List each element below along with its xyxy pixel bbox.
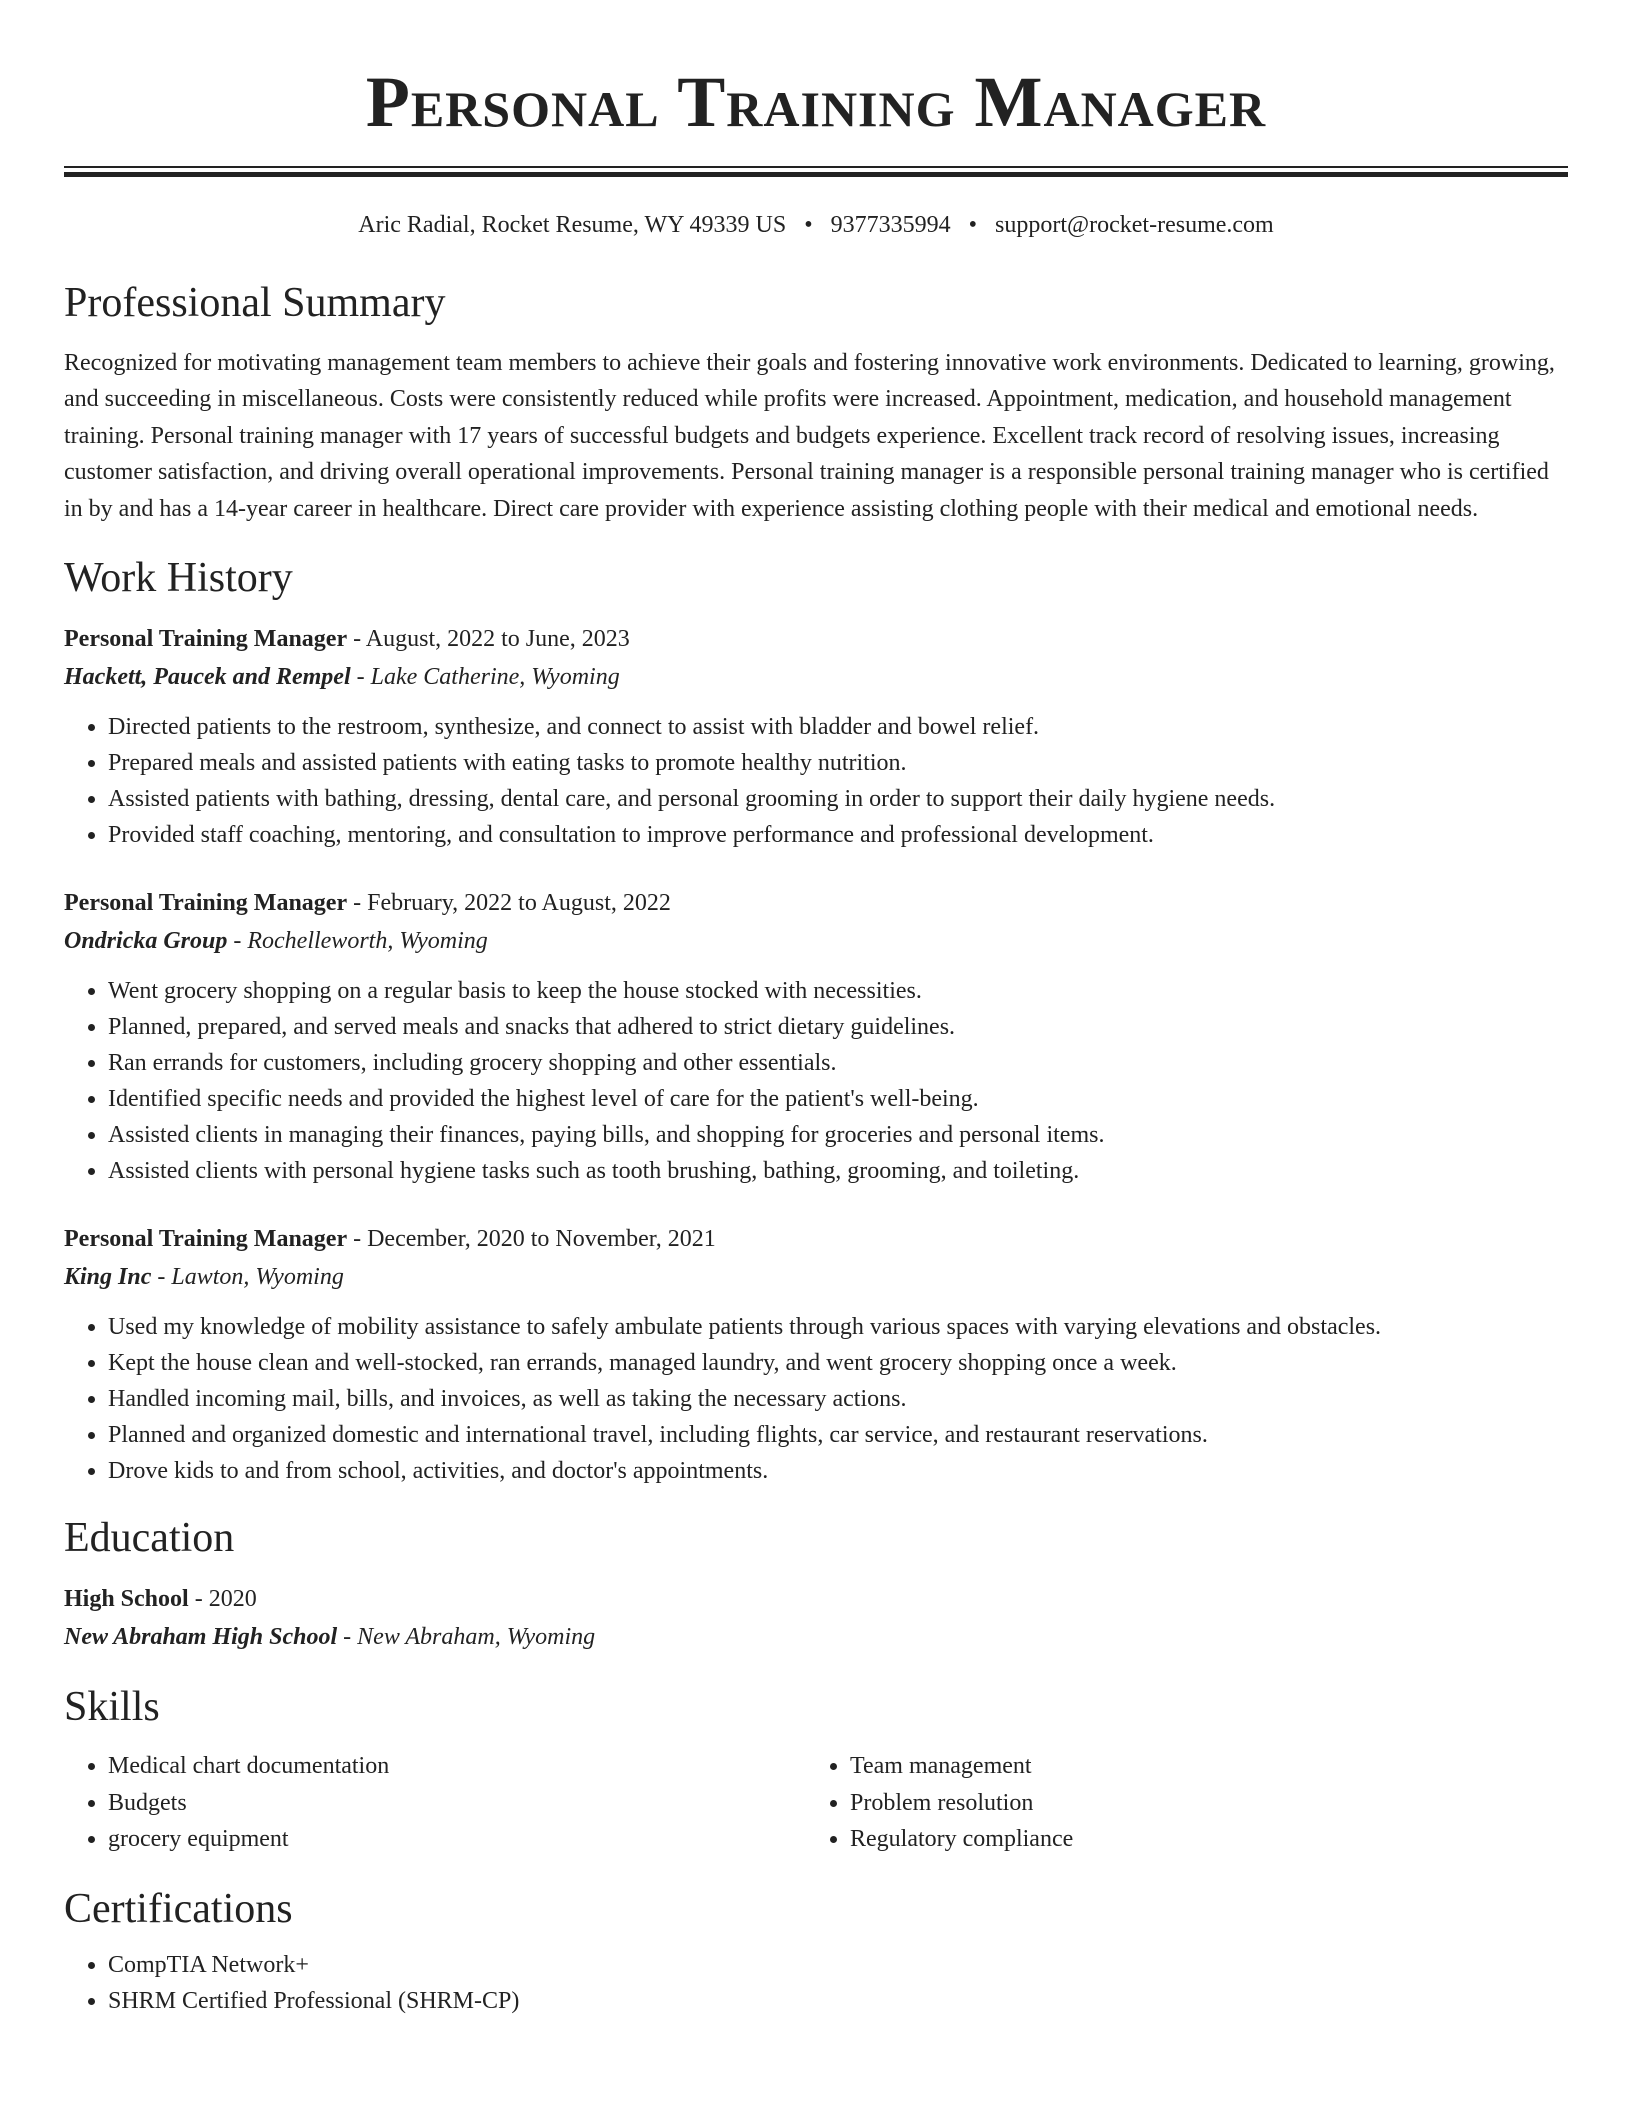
certification-item: • SHRM Certified Professional (SHRM-CP) <box>108 1983 1568 2019</box>
list-item: • Provided staff coaching, mentoring, and consultation to improve performance and professional development. <box>108 817 1568 853</box>
title-divider <box>64 166 1568 177</box>
job-duties-list <box>64 709 1568 853</box>
list-item: • Prepared meals and assisted patients with eating tasks to promote healthy nutrition. <box>108 745 1568 781</box>
section-heading-skills: Skills <box>64 1684 160 1731</box>
job-title: Personal Training Manager <box>64 1226 348 1253</box>
school-line <box>64 1618 1568 1656</box>
list-item: • Assisted patients with bathing, dressing, dental care, and personal grooming in order to support their daily hygiene needs. <box>108 781 1568 817</box>
skills-column-left <box>64 1748 806 1858</box>
list-item: • Used my knowledge of mobility assistance to safely ambulate patients through various spaces with varying elevations and obstacles. <box>108 1309 1568 1345</box>
section-heading-education: Education <box>64 1515 235 1562</box>
section-heading-summary: Professional Summary <box>64 280 446 326</box>
job-duties-list <box>64 1309 1568 1489</box>
resume-title: Personal Training Manager <box>365 62 1267 142</box>
job-title-line <box>64 884 1568 922</box>
school-name: New Abraham High School <box>64 1624 338 1651</box>
education-entry <box>64 1580 1568 1656</box>
list-item: • Planned and organized domestic and international travel, including flights, car service, and restaurant reservations. <box>108 1417 1568 1453</box>
employer-name: Ondricka Group <box>64 928 228 955</box>
list-item: • Identified specific needs and provided the highest level of care for the patient's well-being. <box>108 1081 1568 1117</box>
employer-line <box>64 922 1568 960</box>
skill-item: • Medical chart documentation <box>108 1748 806 1785</box>
skills-column-right <box>806 1748 1548 1858</box>
summary-text: Recognized for motivating management team members to achieve their goals and fostering innovative work environments. Dedicated to learning, growing, and succeeding in miscellaneous. Costs were consistently reduced while profits were increased. Appointment, medication, and household management training. Personal training manager with 17 years of successful budgets and budgets experience. Excellent track record of resolving issues, increasing customer satisfaction, and driving overall operational improvements. Personal training manager is a responsible personal training manager who is certified in by and has a 14-year career in healthcare. Direct care provider with experience assisting clothing people with their medical and emotional needs. <box>64 350 1555 522</box>
job-title: Personal Training Manager <box>64 626 348 653</box>
contact-line <box>64 210 1568 240</box>
job-title-line <box>64 620 1568 658</box>
employer-location: - Lawton, Wyoming <box>151 1264 344 1291</box>
employer-location: - Lake Catherine, Wyoming <box>350 664 620 691</box>
job-duties-list <box>64 973 1568 1189</box>
contact-email: support@rocket-resume.com <box>995 212 1274 238</box>
job-title-line <box>64 1220 1568 1258</box>
certifications-list <box>64 1947 1568 2019</box>
section-heading-work-history: Work History <box>64 555 293 602</box>
employer-name: Hackett, Paucek and Rempel <box>64 664 351 691</box>
employer-line <box>64 1258 1568 1296</box>
job-dates: - February, 2022 to August, 2022 <box>347 890 671 917</box>
graduation-year: - 2020 <box>188 1586 257 1613</box>
section-heading-certifications: Certifications <box>64 1885 293 1932</box>
job-dates: - December, 2020 to November, 2021 <box>347 1226 716 1253</box>
skill-item: • Team management <box>850 1748 1548 1785</box>
skill-item: • Budgets <box>108 1785 806 1822</box>
degree: High School <box>64 1586 189 1613</box>
contact-address: Aric Radial, Rocket Resume, WY 49339 US <box>358 212 787 238</box>
job-dates: - August, 2022 to June, 2023 <box>347 626 630 653</box>
list-item: • Assisted clients with personal hygiene tasks such as tooth brushing, bathing, grooming, and toileting. <box>108 1153 1568 1189</box>
skills-grid <box>64 1748 1568 1858</box>
job-entry <box>64 1220 1568 1489</box>
job-entry <box>64 620 1568 853</box>
degree-line <box>64 1580 1568 1618</box>
employer-line <box>64 658 1568 696</box>
list-item: • Kept the house clean and well-stocked, ran errands, managed laundry, and went grocery shopping once a week. <box>108 1345 1568 1381</box>
certification-item: • CompTIA Network+ <box>108 1947 1568 1983</box>
job-entry <box>64 884 1568 1189</box>
school-location: - New Abraham, Wyoming <box>337 1624 596 1651</box>
skill-item: • Regulatory compliance <box>850 1821 1548 1858</box>
contact-separator: • <box>968 212 978 238</box>
list-item: • Went grocery shopping on a regular basis to keep the house stocked with necessities. <box>108 973 1568 1009</box>
list-item: • Assisted clients in managing their finances, paying bills, and shopping for groceries and personal items. <box>108 1117 1568 1153</box>
list-item: • Handled incoming mail, bills, and invoices, as well as taking the necessary actions. <box>108 1381 1568 1417</box>
job-title: Personal Training Manager <box>64 890 348 917</box>
employer-location: - Rochelleworth, Wyoming <box>227 928 488 955</box>
contact-separator: • <box>804 212 813 238</box>
list-item: • Directed patients to the restroom, synthesize, and connect to assist with bladder and bowel relief. <box>108 709 1568 745</box>
resume-page <box>64 0 1568 2019</box>
contact-phone: 9377335994 <box>830 212 951 238</box>
skill-item: • grocery equipment <box>108 1821 806 1858</box>
skill-item: • Problem resolution <box>850 1785 1548 1822</box>
list-item: • Ran errands for customers, including grocery shopping and other essentials. <box>108 1045 1568 1081</box>
list-item: • Drove kids to and from school, activities, and doctor's appointments. <box>108 1453 1568 1489</box>
employer-name: King Inc <box>64 1264 152 1291</box>
list-item: • Planned, prepared, and served meals and snacks that adhered to strict dietary guidelines. <box>108 1009 1568 1045</box>
